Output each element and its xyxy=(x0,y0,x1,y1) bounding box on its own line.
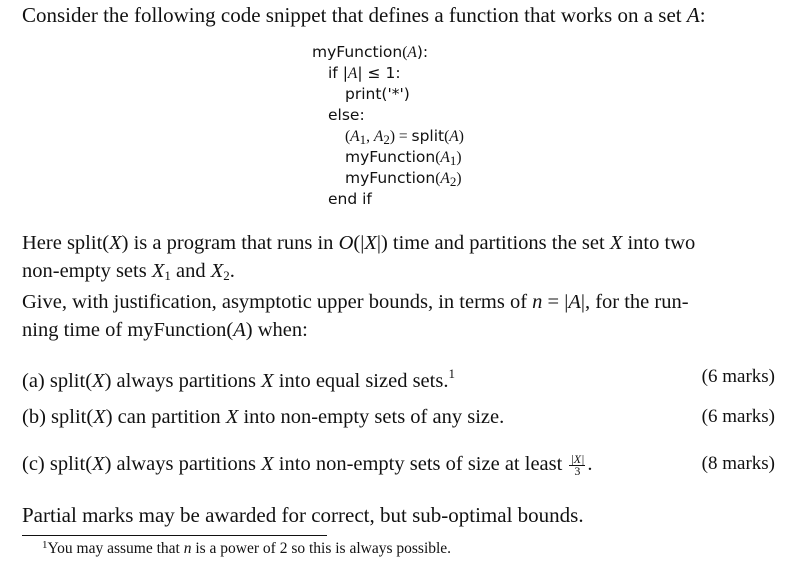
split-description-line1: Here split(X) is a program that runs in O(|X|) time and partitions the set X into two xyxy=(22,232,696,254)
part-c-label: (c) split xyxy=(22,453,86,475)
partial-marks-note: Partial marks may be awarded for correct, but sub-optimal bounds. xyxy=(22,503,584,527)
fraction-denominator: 3 xyxy=(574,463,581,478)
part-b-marks: (6 marks) xyxy=(701,406,775,427)
part-b: (b) split(X) can partition X into non-empty sets of any size. xyxy=(22,406,505,428)
p1-x3: X xyxy=(609,232,623,254)
p1-x1: X xyxy=(109,232,122,254)
code-line-call2: $myFunction(A_2)$ xyxy=(345,169,462,189)
code-line-def: myFunction(A): xyxy=(312,43,429,61)
p1-c: time and partitions the set xyxy=(387,232,610,254)
part-a: (a) split(X) always partitions X into equal sized sets.$^1$ xyxy=(22,366,455,392)
split-description-line2: non-empty sets $X_1$ and $X_2$. xyxy=(22,260,235,283)
fraction xyxy=(569,451,585,478)
p1-b: is a program that runs in xyxy=(128,232,339,254)
intro-sentence: Consider the following code snippet that defines a function that works on a set xyxy=(22,3,687,27)
big-o: O xyxy=(338,232,354,254)
footnote-text-a: You may assume that xyxy=(47,540,184,557)
split-description xyxy=(22,229,695,290)
intro-text xyxy=(22,3,706,28)
code-line-split: ($A_1$, $A_2$) = split(A) xyxy=(345,127,464,147)
code-line-print: print('*') xyxy=(345,85,410,103)
footnote-ref: 1 xyxy=(448,366,455,381)
code-def-tail: ): xyxy=(416,43,429,61)
footnote-text-b: is a power of 2 so this is always possible. xyxy=(191,540,452,557)
code-call2-name: myFunction xyxy=(345,169,436,187)
task-description-line1 xyxy=(22,288,689,316)
set-variable: A xyxy=(686,3,700,27)
code-line-else: else: xyxy=(328,106,365,124)
p1-a: Here split xyxy=(22,232,103,254)
part-b-label: (b) split xyxy=(22,406,87,428)
code-if-tail: | ≤ 1: xyxy=(357,64,401,82)
part-b-rest: into non-empty sets of any size. xyxy=(238,406,505,428)
part-c-marks: (8 marks) xyxy=(701,453,775,474)
task-description-line2: ning time of myFunction(A) when: xyxy=(22,319,308,341)
p1-f: and xyxy=(170,260,211,282)
part-a-label: (a) split xyxy=(22,370,86,392)
p2-a: Give, with justification, asymptotic upper bounds, in terms of xyxy=(22,291,533,313)
p2-b: |, for the run- xyxy=(580,291,689,313)
p2-n: n xyxy=(532,291,543,313)
p2-d: when: xyxy=(252,319,308,341)
code-split-arg: A xyxy=(449,128,459,145)
p2-A: A xyxy=(568,291,581,313)
part-b-text: can partition xyxy=(112,406,226,428)
p1-x2: X xyxy=(364,232,377,254)
code-if: if | xyxy=(328,64,348,82)
part-a-text: always partitions xyxy=(111,370,262,392)
p1-d: into two xyxy=(622,232,696,254)
p2-c: ning time of myFunction xyxy=(22,319,227,341)
part-c-rest: into non-empty sets of size at least xyxy=(273,453,568,475)
part-a-marks: (6 marks) xyxy=(701,366,775,387)
p2-A2: A xyxy=(233,319,246,341)
code-line-endif: end if xyxy=(328,190,372,208)
code-arg: A xyxy=(407,44,417,61)
code-call1-name: myFunction xyxy=(345,148,436,166)
footnote-mark: 1 xyxy=(42,539,48,551)
code-line-if xyxy=(312,63,464,84)
p2-eq: = | xyxy=(542,291,569,313)
part-c-text: always partitions xyxy=(111,453,262,475)
part-c-end: . xyxy=(587,453,593,475)
function-name: myFunction xyxy=(312,43,403,61)
p1-g: . xyxy=(229,260,235,282)
intro-colon: : xyxy=(699,3,706,27)
footnote xyxy=(42,539,451,558)
part-a-rest: into equal sized sets. xyxy=(273,370,449,392)
code-line-call1: $myFunction(A_1)$ xyxy=(345,148,462,168)
part-c: (c) split(X) always partitions X into non-empty sets of size at least $\frac{|X|}{3}$ . xyxy=(22,451,593,478)
task-description xyxy=(22,288,689,344)
code-split: split xyxy=(411,127,445,145)
code-snippet xyxy=(312,42,464,210)
code-if-arg: A xyxy=(347,65,358,82)
fraction-numerator: |X| xyxy=(570,451,585,466)
footnote-n: n xyxy=(183,540,192,557)
p1-e: non-empty sets xyxy=(22,260,152,282)
footnote-divider xyxy=(22,535,327,536)
